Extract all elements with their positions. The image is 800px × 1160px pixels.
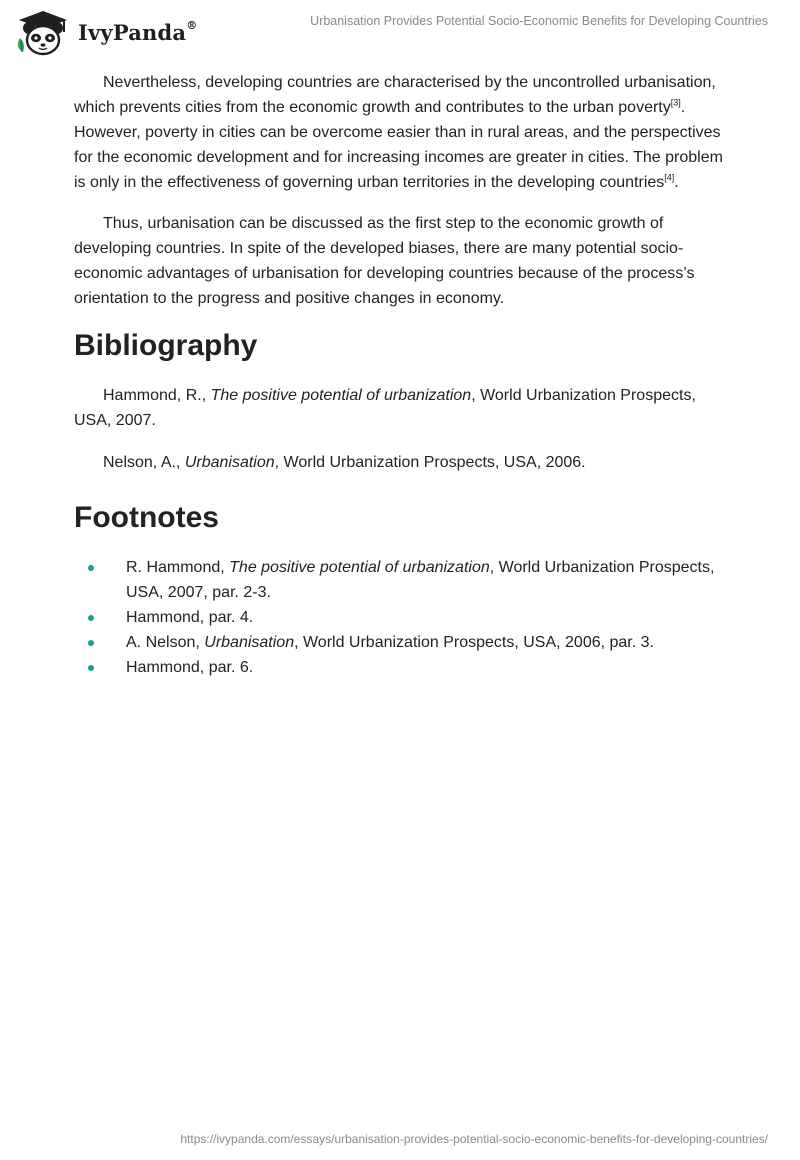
footnote-item <box>126 555 724 605</box>
paragraph-text: Nevertheless, developing countries are characterised by the uncontrolled urbanisation, which prevents cities from the economic growth and contributes to the urban poverty <box>74 74 716 116</box>
entry-details: , World Urbanization Prospects, USA, 2007. <box>74 387 696 429</box>
bibliography-entry <box>74 450 724 475</box>
paragraph-text: . However, poverty in cities can be overcome easier than in rural areas, and the perspectives for the economic development and for increasing incomes are greater in cities. The problem is only in the effectiveness of governing urban territories in the developing countries <box>74 99 723 191</box>
paragraph-text: . <box>674 174 679 191</box>
bullet-icon <box>88 565 94 571</box>
footnote-ref-4[interactable]: [4] <box>664 172 675 183</box>
footnote-item <box>126 605 724 630</box>
footnote-text: Hammond, par. 6. <box>126 659 254 676</box>
footnote-title: The positive potential of urbanization <box>229 559 490 576</box>
footnotes-list <box>74 555 724 680</box>
entry-author: Nelson, A., <box>103 454 185 471</box>
entry-title: The positive potential of urbanization <box>210 387 472 404</box>
source-url[interactable]: https://ivypanda.com/essays/urbanisation-provides-potential-socio-economic-benefits-for-developing-countries/ <box>180 1132 768 1146</box>
footnote-details: , World Urbanization Prospects, USA, 2007, par. 2-3. <box>126 559 715 601</box>
panda-graduate-icon <box>14 8 72 56</box>
footnote-text: A. Nelson, <box>126 634 205 651</box>
running-title: Urbanisation Provides Potential Socio-Economic Benefits for Developing Countries <box>310 14 768 28</box>
registered-mark: ® <box>186 18 198 32</box>
footnotes-heading: Footnotes <box>74 501 219 534</box>
body-paragraph: Thus, urbanisation can be discussed as the first step to the economic growth of developing countries. In spite of the developed biases, there are many potential socio-economic advantages of urbanisation for developing countries because of the process’s orientation to the progress and positive changes in economy. <box>74 215 695 307</box>
footnote-item <box>126 655 724 680</box>
footnote-details: , World Urbanization Prospects, USA, 2006, par. 3. <box>294 634 654 651</box>
page-header <box>0 0 800 64</box>
bullet-icon <box>88 615 94 621</box>
entry-author: Hammond, R., <box>103 387 211 404</box>
bibliography-list <box>74 383 724 475</box>
footnote-text: Hammond, par. 4. <box>126 609 254 626</box>
entry-details: , World Urbanization Prospects, USA, 2006. <box>274 454 586 471</box>
bibliography-heading: Bibliography <box>74 329 258 362</box>
bibliography-entry <box>74 383 724 433</box>
ivypanda-logo[interactable] <box>14 8 197 56</box>
brand-text: IvyPanda <box>78 19 187 45</box>
entry-title: Urbanisation <box>184 454 275 471</box>
bullet-icon <box>88 665 94 671</box>
essay-content <box>74 70 724 680</box>
footnote-text: R. Hammond, <box>126 559 230 576</box>
brand-name <box>78 20 197 45</box>
bullet-icon <box>88 640 94 646</box>
footnote-item <box>126 630 724 655</box>
footnote-ref-3[interactable]: [3] <box>670 97 681 108</box>
body-paragraph <box>74 70 724 195</box>
footnote-title: Urbanisation <box>204 634 295 651</box>
